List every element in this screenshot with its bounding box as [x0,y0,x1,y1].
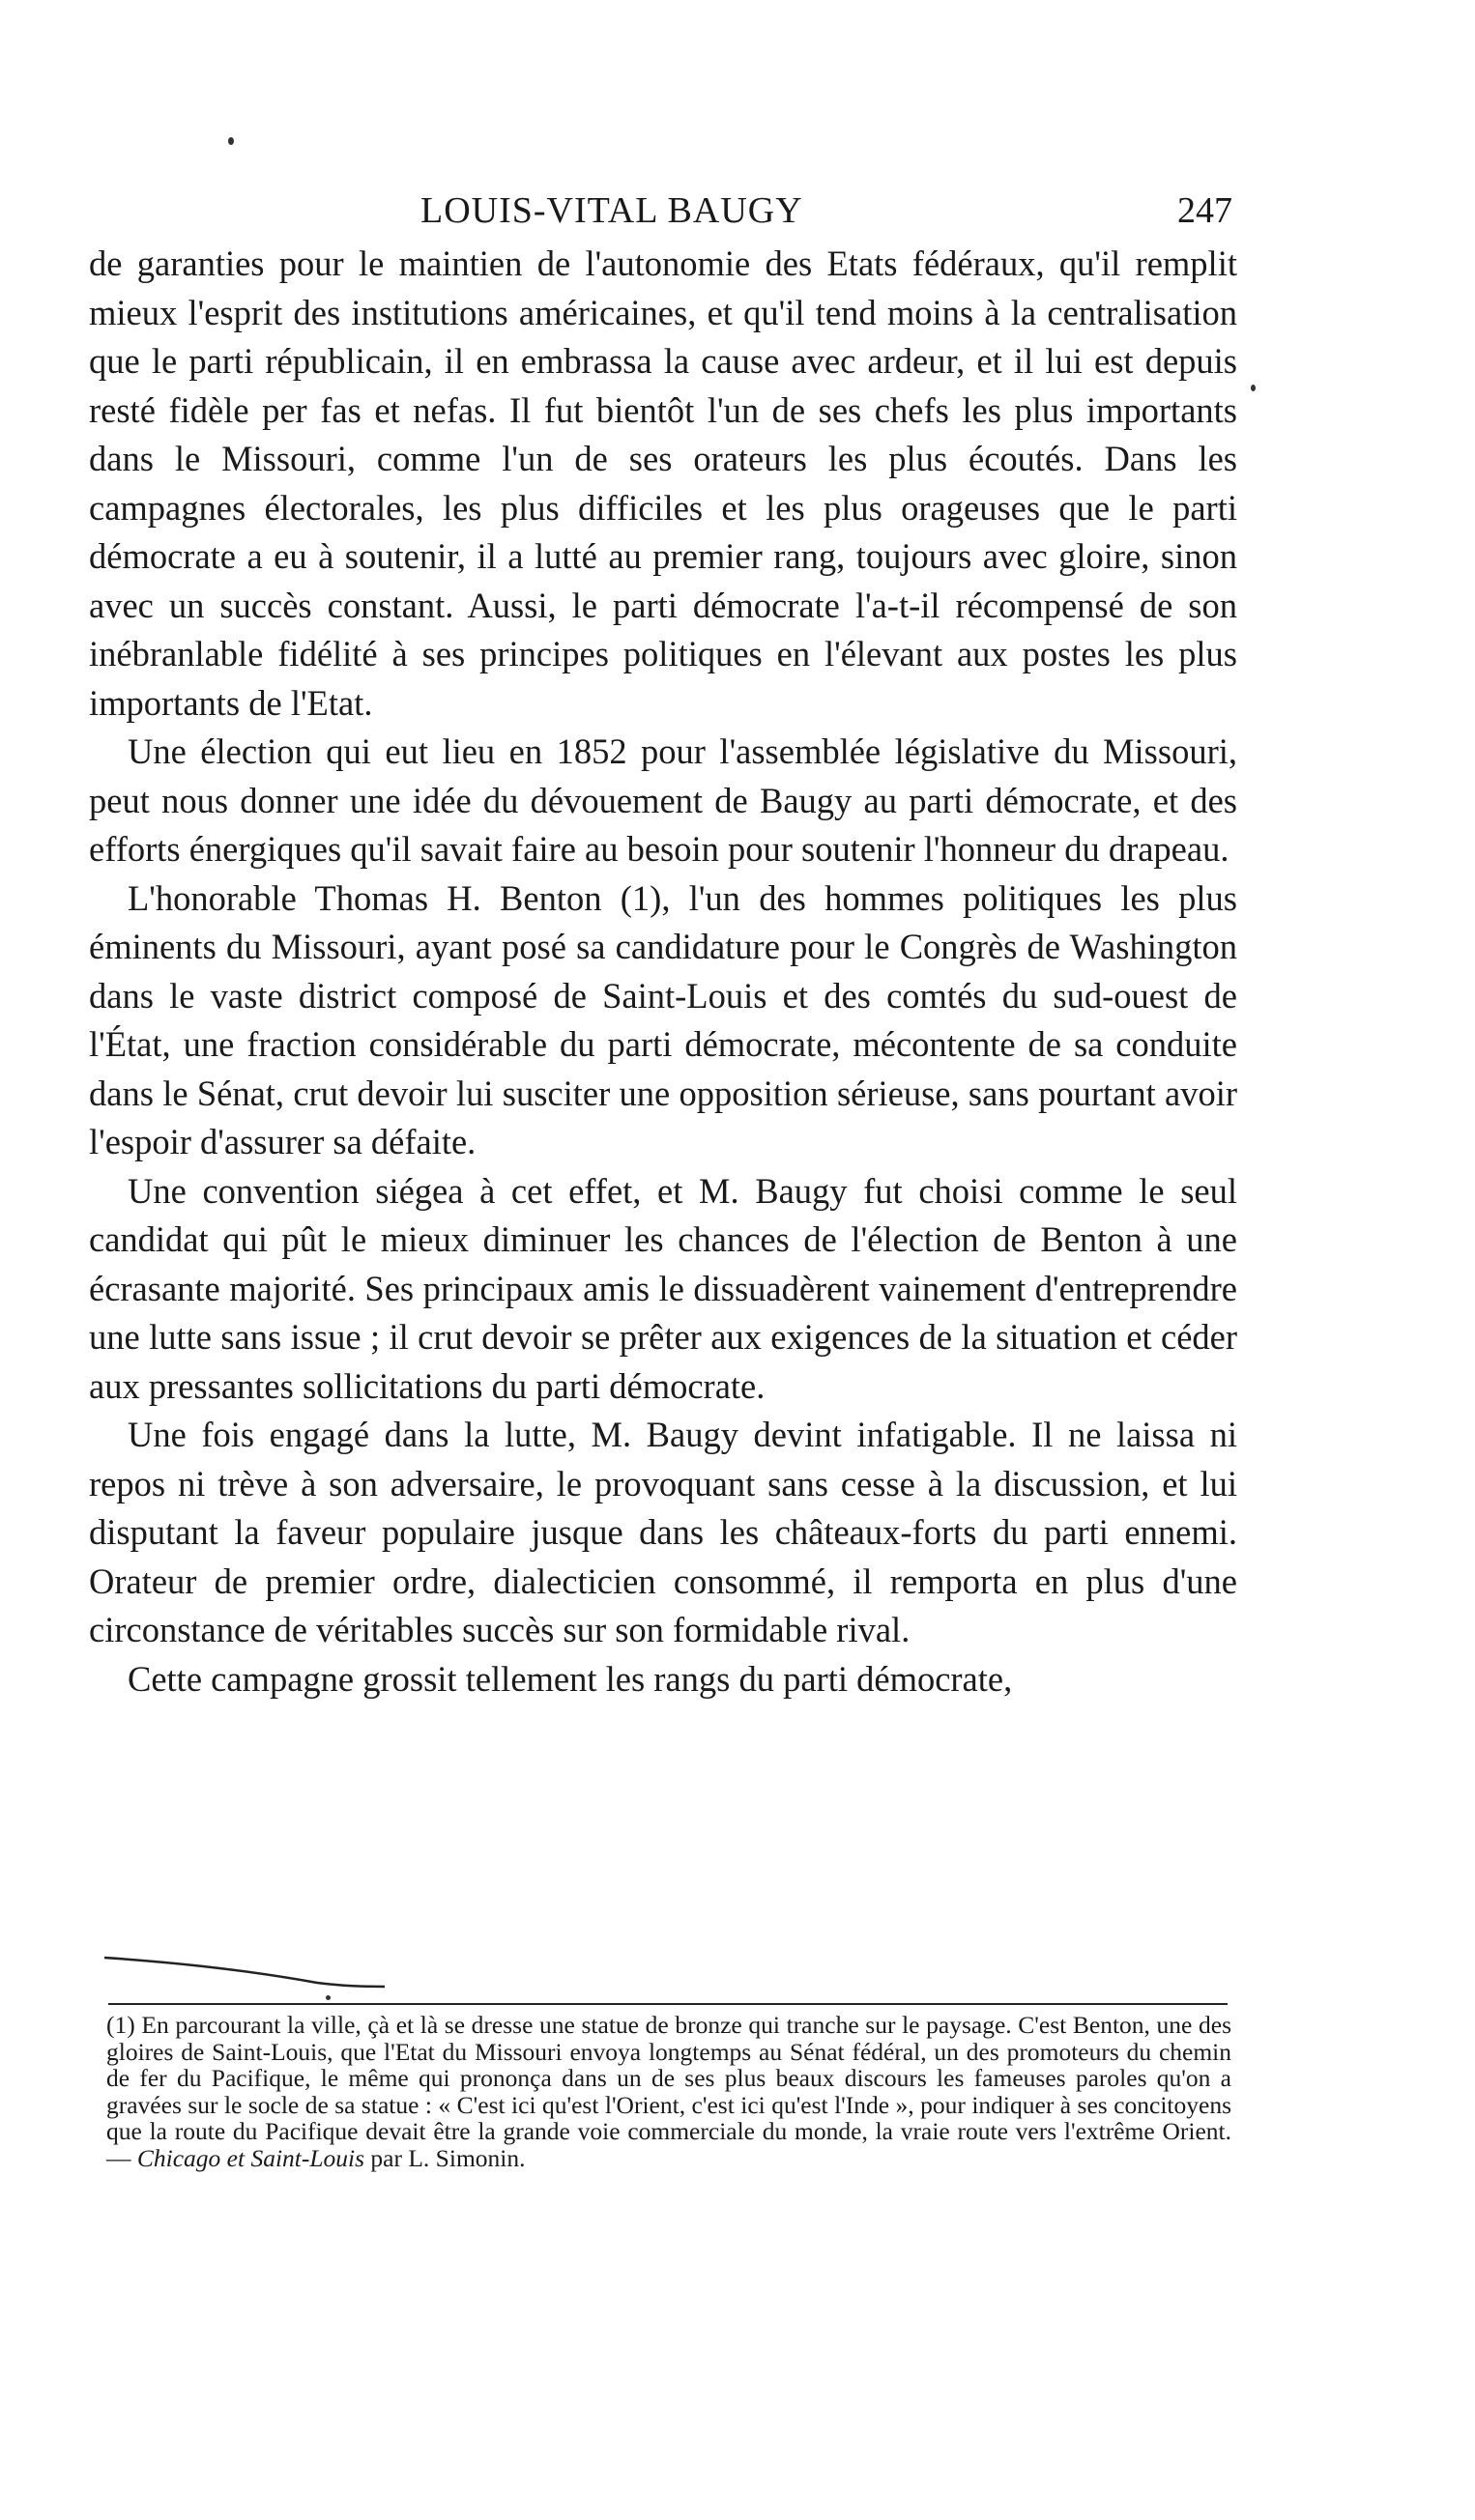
footnote-author: par L. Simonin. [370,2143,526,2172]
page-number: 247 [1177,190,1232,231]
body-text [89,240,1237,1704]
decorative-stroke [104,1954,394,1992]
footnote-source: Chicago et Saint-Louis [136,2143,365,2172]
paragraph: Une fois engagé dans la lutte, M. Baugy devint infatigable. Il ne laissa ni repos ni trève à son adversaire, le provoquant sans cesse à la discussion, et lui disputant la faveur populaire jusque dans les châteaux-forts du parti ennemi. Orateur de premier ordre, dialecticien consommé, il remporta en plus d'une circonstance de véritables succès sur son formidable rival. [89,1415,1237,1649]
paragraph: Une élection qui eut lieu en 1852 pour l'assemblée législative du Missouri, peut nous donner une idée du dévouement de Baugy au parti démocrate, et des efforts énergiques qu'il savait faire au besoin pour soutenir l'honneur du drapeau. [89,731,1237,869]
footnote-text [106,2012,1231,2171]
paragraph: L'honorable Thomas H. Benton (1), l'un des hommes politiques les plus éminents du Missouri, ayant posé sa candidature pour le Congrès de Washington dans le vaste district composé de Saint-Louis et des comtés du sud-ouest de l'État, une fraction considérable du parti démocrate, mécontente de sa conduite dans le Sénat, crut devoir lui susciter une opposition sérieuse, sans pourtant avoir l'espoir d'assurer sa défaite. [89,877,1237,1161]
paragraph: Une convention siégea à cet effet, et M. Baugy fut choisi comme le seul candidat qui pût le mieux diminuer les chances de l'élection de Benton à une écrasante majorité. Ses principaux amis le dissuadèrent vainement d'entreprendre une lutte sans issue ; il crut devoir se prêter aux exigences de la situation et céder aux pressantes sollicitations du parti démocrate. [89,1170,1237,1406]
footnote [106,2012,1231,2171]
paragraph: Cette campagne grossit tellement les rangs du parti démocrate, [128,1658,1013,1699]
ink-speck [1251,385,1256,391]
page-header [92,189,1232,238]
paragraph: de garanties pour le maintien de l'autonomie des Etats fédéraux, qu'il remplit mieux l'esprit des institutions américaines, et qu'il tend moins à la centralisation que le parti républicain, il en embrassa la cause avec ardeur, et il lui est depuis resté fidèle per fas et nefas. Il fut bientôt l'un de ses chefs les plus importants dans le Missouri, comme l'un de ses orateurs les plus écoutés. Dans les campagnes électorales, les plus difficiles et les plus orageuses que le parti démocrate a eu à soutenir, il a lutté au premier rang, toujours avec gloire, sinon avec un succès constant. Aussi, le parti démocrate l'a-t-il récompensé de son inébranlable fidélité à ses principes politiques en l'élevant aux postes les plus importants de l'Etat. [89,243,1237,723]
footnote-rule [108,2003,1228,2005]
ink-speck [326,1995,331,2000]
ink-speck [228,137,234,145]
running-title: LOUIS-VITAL BAUGY [420,190,803,231]
footnote-body: (1) En parcourant la ville, çà et là se dresse une statue de bronze qui tranche sur le paysage. C'est Benton, une des gloires de Saint-Louis, que l'Etat du Missouri envoya longtemps au Sénat fédéral, un des promoteurs du chemin de fer du Pacifique, le même qui prononça dans un de ses plus beaux discours les fameuses paroles qu'on a gravées sur le socle de sa statue : « C'est ici qu'est l'Orient, c'est ici qu'est l'Inde », pour indiquer à ses concitoyens que la route du Pacifique devait être la grande voie commerciale du monde, la vraie route vers l'extrême Orient. — [106,2011,1231,2172]
